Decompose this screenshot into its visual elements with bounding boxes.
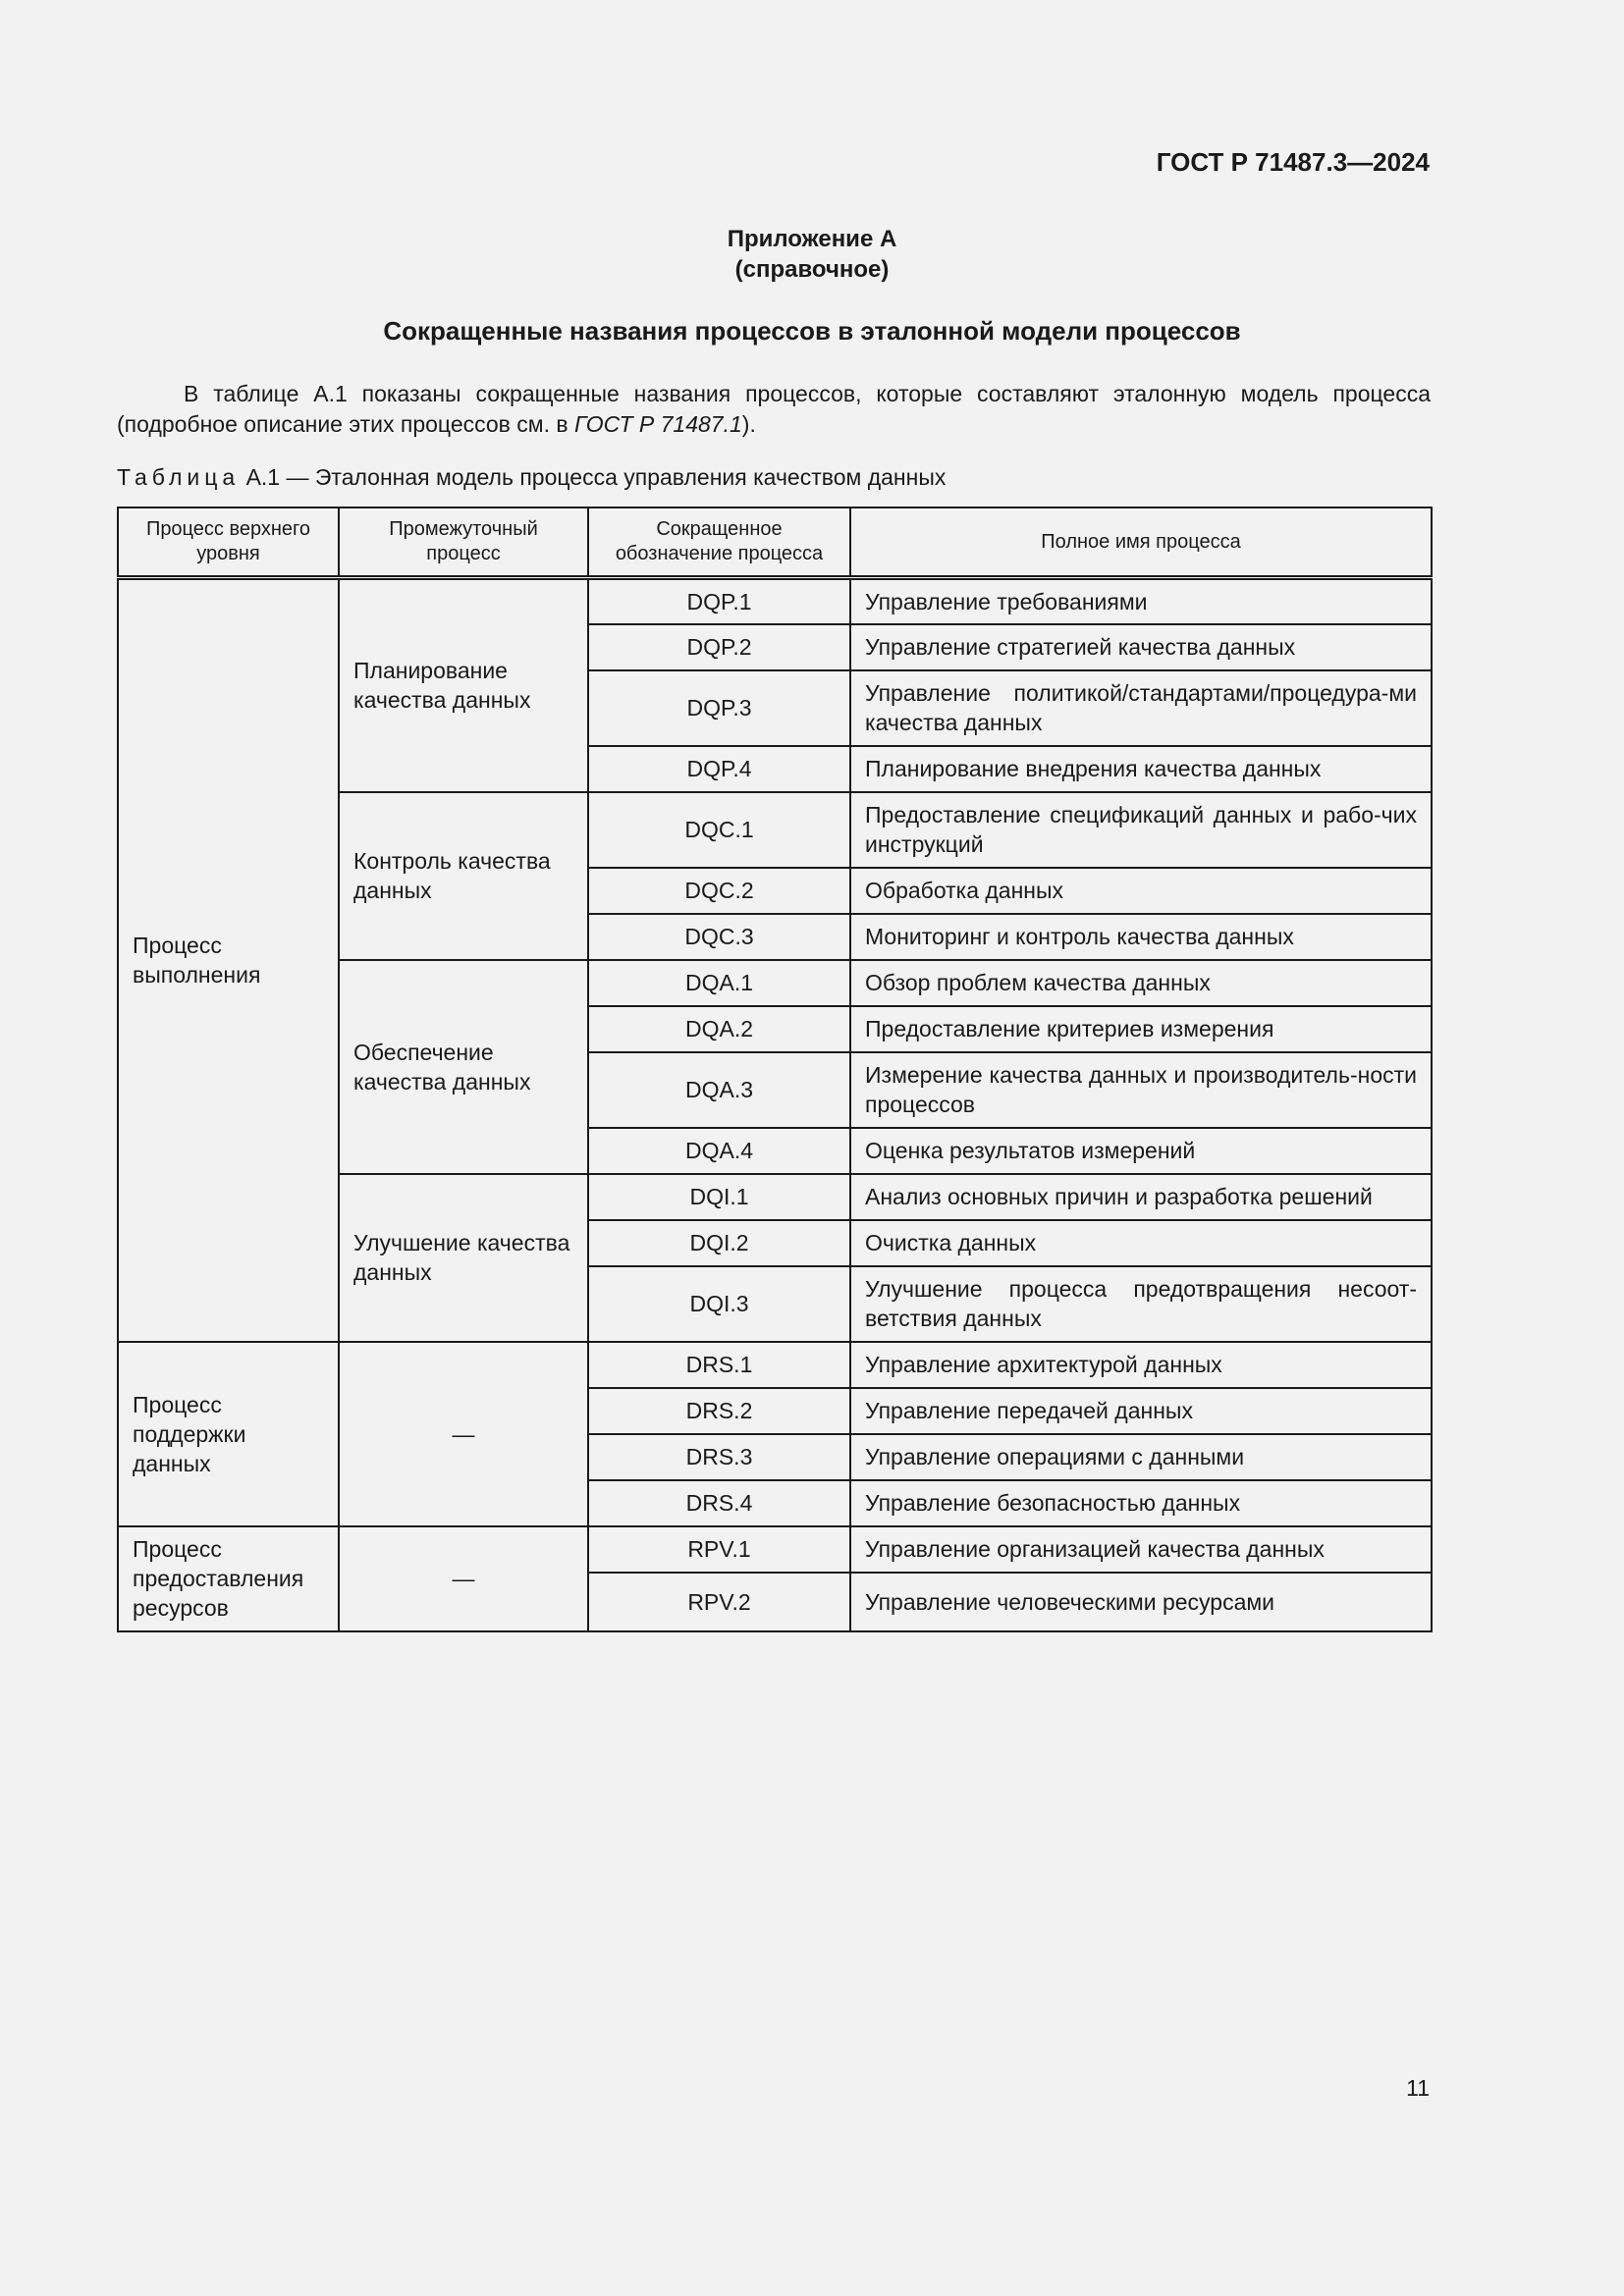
intro-reference: ГОСТ Р 71487.1 [573, 411, 742, 437]
process-code: DQI.2 [588, 1220, 850, 1266]
intro-paragraph [117, 379, 1431, 440]
process-code: DQI.3 [588, 1266, 850, 1342]
process-name: Управление организацией качества данных [850, 1526, 1432, 1573]
process-code: DQA.3 [588, 1052, 850, 1128]
table-header-row [118, 507, 1432, 578]
group-cell: Процесс предоставления ресурсов [118, 1526, 339, 1631]
document-code: ГОСТ Р 71487.3—2024 [1156, 147, 1430, 177]
process-code: DQA.1 [588, 960, 850, 1006]
process-code: DQP.2 [588, 624, 850, 670]
appendix-subtitle: (справочное) [734, 256, 890, 283]
process-name: Управление безопасностью данных [850, 1480, 1432, 1526]
appendix-heading [0, 224, 1624, 285]
group-cell: Процесс выполнения [118, 578, 339, 1342]
process-code: DQP.4 [588, 746, 850, 792]
process-code: DQA.4 [588, 1128, 850, 1174]
process-table [117, 507, 1433, 1632]
table-row [118, 1526, 1432, 1573]
process-code: DQI.1 [588, 1174, 850, 1220]
process-code: DRS.3 [588, 1434, 850, 1480]
subgroup-cell: Обеспечение качества данных [339, 960, 588, 1174]
process-code: DRS.2 [588, 1388, 850, 1434]
table-row [118, 1342, 1432, 1388]
process-name: Оценка результатов измерений [850, 1128, 1432, 1174]
process-name: Управление архитектурой данных [850, 1342, 1432, 1388]
table-caption-text: А.1 — Эталонная модель процесса управления качеством данных [245, 464, 947, 490]
table-caption [117, 464, 946, 491]
process-name: Улучшение процесса предотвращения несоот-ветствия данных [850, 1266, 1432, 1342]
header-top-level: Процесс верхнего уровня [118, 507, 339, 578]
appendix-title: Приложение А [727, 226, 897, 252]
process-name: Управление передачей данных [850, 1388, 1432, 1434]
process-name: Управление стратегией качества данных [850, 624, 1432, 670]
process-code: DQP.3 [588, 670, 850, 746]
process-code: RPV.1 [588, 1526, 850, 1573]
intro-text-after: ). [741, 411, 756, 437]
header-short-code: Сокращенное обозначение процесса [588, 507, 850, 578]
process-code: DQC.2 [588, 868, 850, 914]
table-row [118, 578, 1432, 624]
process-name: Управление политикой/стандартами/процедура-ми качества данных [850, 670, 1432, 746]
table-caption-label: Таблица [117, 464, 241, 490]
process-code: DQA.2 [588, 1006, 850, 1052]
subgroup-cell: Планирование качества данных [339, 578, 588, 792]
process-code: DRS.1 [588, 1342, 850, 1388]
section-title: Сокращенные названия процессов в эталонной модели процессов [383, 316, 1241, 346]
subgroup-cell: Контроль качества данных [339, 792, 588, 960]
process-name: Управление требованиями [850, 578, 1432, 624]
group-cell: Процесс поддержки данных [118, 1342, 339, 1526]
process-code: RPV.2 [588, 1573, 850, 1631]
process-name: Обработка данных [850, 868, 1432, 914]
subgroup-cell: Улучшение качества данных [339, 1174, 588, 1342]
process-name: Очистка данных [850, 1220, 1432, 1266]
page-number: 11 [1406, 2075, 1430, 2101]
process-name: Мониторинг и контроль качества данных [850, 914, 1432, 960]
subgroup-cell: — [339, 1526, 588, 1631]
process-name: Предоставление спецификаций данных и рабо-чих инструкций [850, 792, 1432, 868]
process-name: Управление операциями с данными [850, 1434, 1432, 1480]
subgroup-cell: — [339, 1342, 588, 1526]
process-code: DRS.4 [588, 1480, 850, 1526]
process-name: Обзор проблем качества данных [850, 960, 1432, 1006]
process-name: Измерение качества данных и производитель-ности процессов [850, 1052, 1432, 1128]
process-name: Управление человеческими ресурсами [850, 1573, 1432, 1631]
process-code: DQC.1 [588, 792, 850, 868]
process-code: DQC.3 [588, 914, 850, 960]
header-full-name: Полное имя процесса [850, 507, 1432, 578]
process-name: Анализ основных причин и разработка решений [850, 1174, 1432, 1220]
process-name: Предоставление критериев измерения [850, 1006, 1432, 1052]
process-code: DQP.1 [588, 578, 850, 624]
header-intermediate: Промежуточный процесс [339, 507, 588, 578]
intro-text-before: В таблице А.1 показаны сокращенные названия процессов, которые составляют эталонную модель процесса (подробное описание этих процессов см. в [117, 381, 1431, 437]
process-name: Планирование внедрения качества данных [850, 746, 1432, 792]
